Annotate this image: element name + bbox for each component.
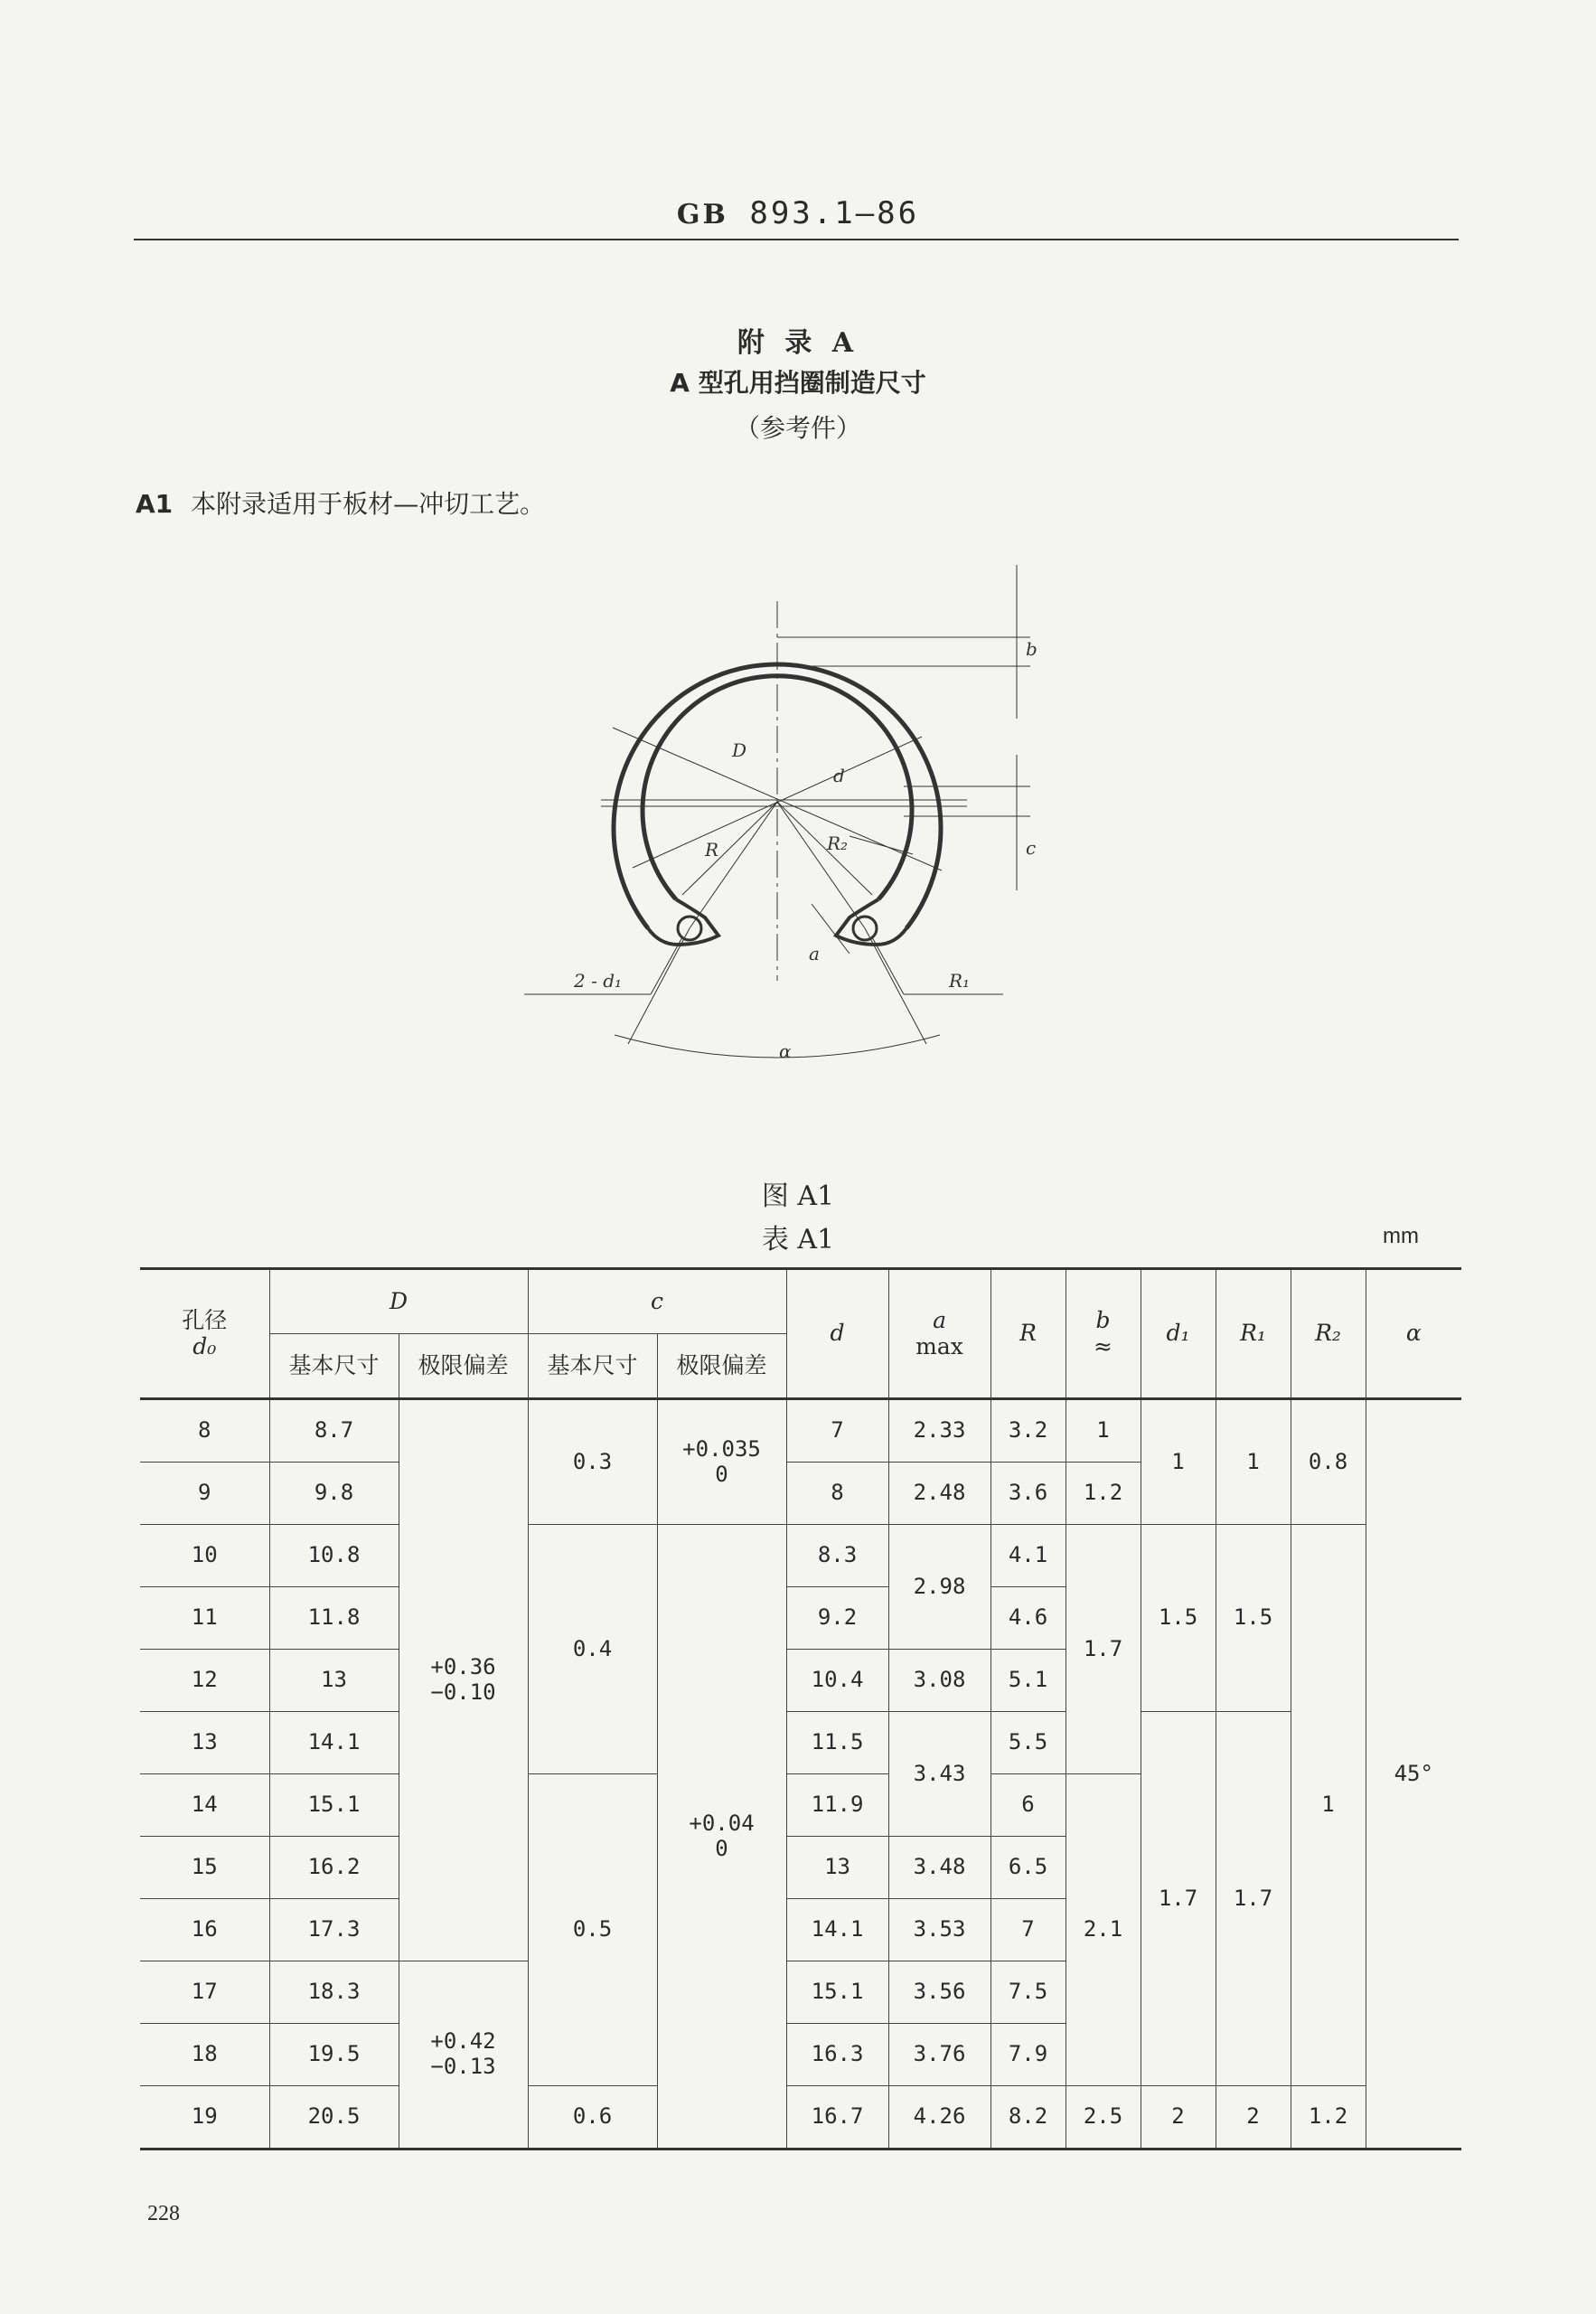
cell-R: 6.5 (990, 1837, 1066, 1899)
cell-R: 3.6 (990, 1463, 1066, 1525)
cell-b: 2.1 (1066, 1774, 1141, 2086)
header-R2: R₂ (1291, 1269, 1366, 1399)
header-D-basic: 基本尺寸 (269, 1334, 399, 1399)
header-d1: d₁ (1141, 1269, 1216, 1399)
cell-R: 7.5 (990, 1961, 1066, 2024)
cell-D-basic: 17.3 (269, 1899, 399, 1961)
cell-a: 3.53 (888, 1899, 990, 1961)
cell-c-basic: 0.5 (528, 1774, 657, 2086)
header-alpha: α (1366, 1269, 1461, 1399)
cell-a: 2.48 (888, 1463, 990, 1525)
cell-R2: 1.2 (1291, 2086, 1366, 2149)
cell-a: 3.48 (888, 1837, 990, 1899)
cell-d1: 1.5 (1141, 1525, 1216, 1712)
cell-D-dev: +0.36 −0.10 (399, 1399, 528, 1961)
cell-d: 16.7 (786, 2086, 888, 2149)
cell-d: 10.4 (786, 1650, 888, 1712)
cell-c-basic: 0.3 (528, 1399, 657, 1525)
clause-text: 本附录适用于板材—冲切工艺。 (191, 489, 546, 519)
label-R2: R₂ (827, 832, 849, 854)
cell-d: 11.5 (786, 1712, 888, 1774)
cell-b: 1 (1066, 1399, 1141, 1463)
label-alpha: α (779, 1040, 792, 1062)
header-c: c (528, 1269, 786, 1334)
table-row (140, 1525, 1461, 1587)
cell-R1: 1 (1216, 1399, 1291, 1525)
header-R: R (990, 1269, 1066, 1399)
cell-R: 6 (990, 1774, 1066, 1837)
cell-d: 11.9 (786, 1774, 888, 1837)
cell-D-basic: 9.8 (269, 1463, 399, 1525)
cell-d: 8 (786, 1463, 888, 1525)
header-D-dev: 极限偏差 (399, 1334, 528, 1399)
cell-R: 4.6 (990, 1587, 1066, 1650)
cell-d1: 1.7 (1141, 1712, 1216, 2086)
cell-a: 3.43 (888, 1712, 990, 1837)
cell-D-basic: 11.8 (269, 1587, 399, 1650)
cell-D-basic: 15.1 (269, 1774, 399, 1837)
cell-d: 13 (786, 1837, 888, 1899)
cell-a: 3.08 (888, 1650, 990, 1712)
clause-a1 (136, 484, 545, 521)
cell-c-dev: +0.04 0 (657, 1525, 786, 2149)
cell-d0: 15 (140, 1837, 269, 1899)
dimension-table (140, 1267, 1461, 2150)
cell-b: 2.5 (1066, 2086, 1141, 2149)
label-R1: R₁ (949, 970, 971, 992)
cell-D-dev: +0.42 −0.13 (399, 1961, 528, 2149)
cell-d: 15.1 (786, 1961, 888, 2024)
cell-D-basic: 19.5 (269, 2024, 399, 2086)
cell-d0: 17 (140, 1961, 269, 2024)
cell-d0: 11 (140, 1587, 269, 1650)
label-d: d (833, 765, 845, 786)
cell-D-basic: 18.3 (269, 1961, 399, 2024)
cell-R1: 1.5 (1216, 1525, 1291, 1712)
cell-D-basic: 8.7 (269, 1399, 399, 1463)
cell-R: 5.5 (990, 1712, 1066, 1774)
cell-c-basic: 0.4 (528, 1525, 657, 1774)
cell-D-basic: 13 (269, 1650, 399, 1712)
header-D: D (269, 1269, 528, 1334)
cell-R2: 0.8 (1291, 1399, 1366, 1525)
cell-R: 3.2 (990, 1399, 1066, 1463)
page-header (0, 195, 1596, 231)
cell-d: 16.3 (786, 2024, 888, 2086)
cell-R: 7.9 (990, 2024, 1066, 2086)
cell-R: 4.1 (990, 1525, 1066, 1587)
cell-a: 2.33 (888, 1399, 990, 1463)
cell-d0: 18 (140, 2024, 269, 2086)
cell-d0: 19 (140, 2086, 269, 2149)
cell-c-dev: +0.035 0 (657, 1399, 786, 1525)
cell-R: 8.2 (990, 2086, 1066, 2149)
table-caption: 表 A1 (761, 1224, 835, 1256)
cell-a: 3.76 (888, 2024, 990, 2086)
cell-D-basic: 14.1 (269, 1712, 399, 1774)
header-rule (134, 239, 1459, 240)
clause-label: A1 (136, 489, 174, 519)
label-d1: 2 - d₁ (574, 970, 623, 992)
cell-d: 7 (786, 1399, 888, 1463)
label-a: a (809, 943, 820, 964)
cell-R: 5.1 (990, 1650, 1066, 1712)
table-row (140, 2086, 1461, 2149)
header-a: a max (888, 1269, 990, 1399)
cell-D-basic: 16.2 (269, 1837, 399, 1899)
header-c-basic: 基本尺寸 (528, 1334, 657, 1399)
label-c: c (1026, 837, 1037, 859)
cell-D-basic: 20.5 (269, 2086, 399, 2149)
table-unit: mm (1383, 1224, 1419, 1248)
cell-d1: 1 (1141, 1399, 1216, 1525)
cell-D-basic: 10.8 (269, 1525, 399, 1587)
table-row (140, 1399, 1461, 1463)
header-b: b ≈ (1066, 1269, 1141, 1399)
cell-d0: 16 (140, 1899, 269, 1961)
cell-R1: 2 (1216, 2086, 1291, 2149)
cell-R: 7 (990, 1899, 1066, 1961)
appendix-subtitle: A 型孔用挡圈制造尺寸 (670, 368, 926, 398)
label-b: b (1026, 638, 1037, 660)
cell-c-basic: 0.6 (528, 2086, 657, 2149)
cell-d: 14.1 (786, 1899, 888, 1961)
cell-d: 8.3 (786, 1525, 888, 1587)
appendix-note: （参考件） (734, 413, 861, 443)
cell-R1: 1.7 (1216, 1712, 1291, 2086)
header-c-dev: 极限偏差 (657, 1334, 786, 1399)
cell-R2: 1 (1291, 1525, 1366, 2086)
header-d: d (786, 1269, 888, 1399)
cell-d0: 13 (140, 1712, 269, 1774)
label-R: R (705, 839, 719, 861)
header-R1: R₁ (1216, 1269, 1291, 1399)
cell-a: 2.98 (888, 1525, 990, 1650)
cell-d0: 9 (140, 1463, 269, 1525)
cell-d0: 8 (140, 1399, 269, 1463)
figure-retaining-ring (524, 565, 1037, 1071)
cell-d: 9.2 (786, 1587, 888, 1650)
cell-a: 3.56 (888, 1961, 990, 2024)
table-row (140, 1712, 1461, 1774)
cell-b: 1.2 (1066, 1463, 1141, 1525)
cell-a: 4.26 (888, 2086, 990, 2149)
cell-d1: 2 (1141, 2086, 1216, 2149)
std-number: 893.1—86 (749, 195, 920, 231)
cell-d0: 14 (140, 1774, 269, 1837)
std-prefix: GB (676, 199, 728, 230)
header-d0: 孔径 d₀ (140, 1269, 269, 1399)
page-number: 228 (147, 2202, 180, 2225)
cell-b: 1.7 (1066, 1525, 1141, 1774)
label-D: D (732, 739, 747, 761)
cell-alpha: 45° (1366, 1399, 1461, 2149)
cell-d0: 12 (140, 1650, 269, 1712)
cell-d0: 10 (140, 1525, 269, 1587)
figure-caption: 图 A1 (761, 1181, 835, 1212)
appendix-title: 附 录 A (737, 327, 859, 359)
